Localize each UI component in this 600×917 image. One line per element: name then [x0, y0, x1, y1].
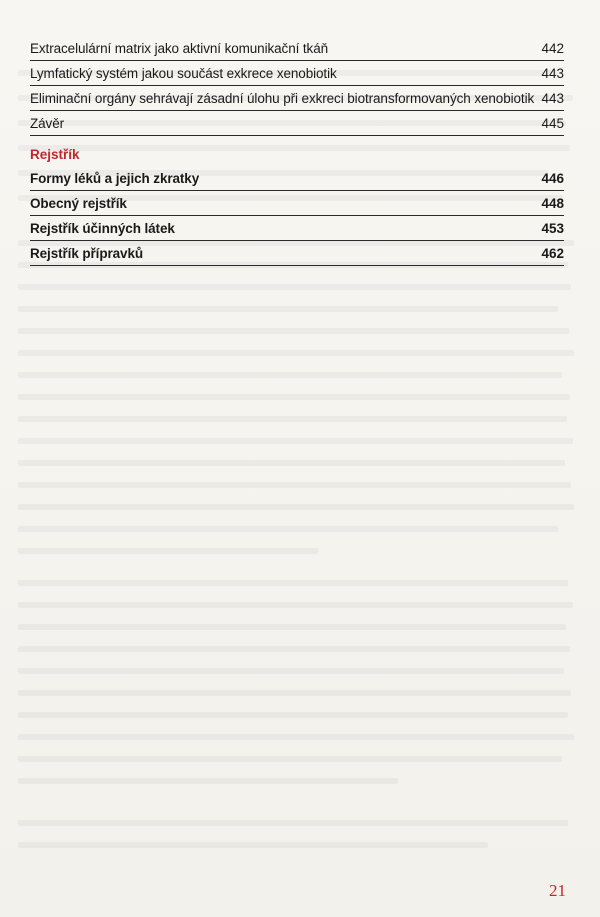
index-entry [30, 218, 564, 241]
toc-entry [30, 38, 564, 61]
toc-entry [30, 113, 564, 136]
toc-entry [30, 88, 564, 111]
index-entry-page: 446 [541, 171, 564, 186]
index-entry-page: 453 [541, 221, 564, 236]
toc-entry-page: 442 [541, 41, 564, 56]
index-entry-title: Formy léků a jejich zkratky [30, 171, 200, 186]
toc-entry-title: Extracelulární matrix jako aktivní komunikační tkáň [30, 41, 329, 56]
index-entry-title: Rejstřík účinných látek [30, 221, 175, 236]
index-entry-page: 448 [541, 196, 564, 211]
table-of-contents [30, 38, 564, 268]
index-entry [30, 243, 564, 266]
index-entry [30, 193, 564, 216]
toc-entry-page: 443 [541, 66, 564, 81]
toc-entry-page: 443 [541, 91, 564, 106]
toc-entry-title: Lymfatický systém jakou součást exkrece xenobiotik [30, 66, 337, 81]
toc-entry-title: Eliminační orgány sehrávají zásadní úlohu při exkreci biotransformovaných xenobiotik [30, 91, 535, 106]
index-entry [30, 168, 564, 191]
toc-entry-title: Závěr [30, 116, 65, 131]
page-number: 21 [549, 881, 566, 900]
index-entry-title: Obecný rejstřík [30, 196, 127, 211]
index-entry-title: Rejstřík přípravků [30, 246, 143, 261]
toc-entry-page: 445 [541, 116, 564, 131]
section-heading-index: Rejstřík [30, 147, 80, 162]
index-entry-page: 462 [541, 246, 564, 261]
toc-entry [30, 63, 564, 86]
